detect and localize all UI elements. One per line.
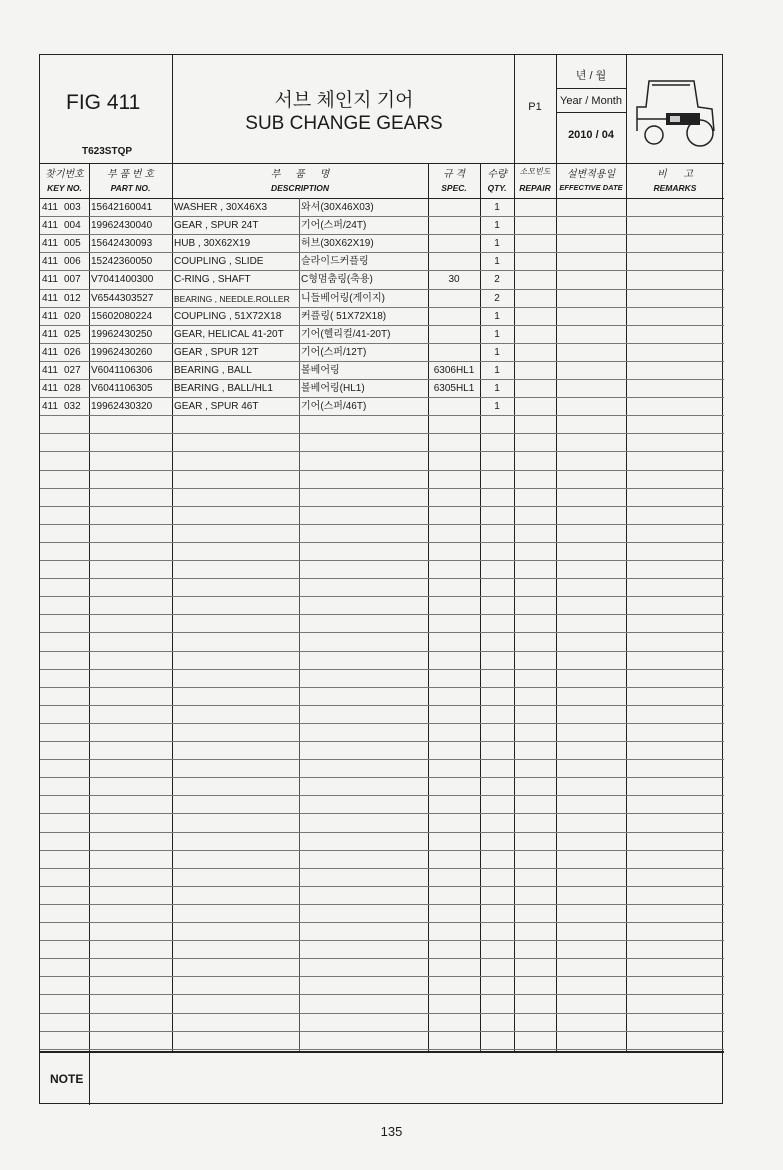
column-line xyxy=(626,163,627,1051)
part-no: 15642160041 xyxy=(91,202,153,213)
description-en: GEAR , SPUR 24T xyxy=(174,220,259,231)
row-rule xyxy=(40,488,724,489)
description-ko: 허브(30X62X19) xyxy=(301,238,374,249)
col-spec-ko: 규 격 xyxy=(442,169,466,180)
column-line xyxy=(172,163,173,1051)
tractor-icon xyxy=(632,73,718,149)
row-rule xyxy=(40,614,724,615)
row-rule xyxy=(40,596,724,597)
row-rule xyxy=(40,1031,724,1032)
row-rule xyxy=(40,651,724,652)
row-rule xyxy=(40,904,724,905)
col-key-en: KEY NO. xyxy=(47,183,82,193)
part-no: 19962430250 xyxy=(91,329,153,340)
col-remarks-en: REMARKS xyxy=(653,183,697,193)
spec xyxy=(428,217,480,235)
col-effective-en: EFFECTIVE DATE xyxy=(559,183,623,192)
header-vline xyxy=(626,55,627,163)
key-no: 004 xyxy=(64,220,81,231)
row-rule xyxy=(40,777,724,778)
row-rule xyxy=(40,922,724,923)
description-en: BEARING , NEEDLE.ROLLER xyxy=(174,294,290,304)
row-rule xyxy=(40,632,724,633)
fig-no: 411 xyxy=(42,311,58,322)
title-english: SUB CHANGE GEARS xyxy=(245,113,443,134)
col-part-en: PART NO. xyxy=(110,183,151,193)
description-en: C-RING , SHAFT xyxy=(174,274,251,285)
key-no: 027 xyxy=(64,365,81,376)
row-rule xyxy=(40,723,724,724)
row-rule xyxy=(40,542,724,543)
spec xyxy=(428,235,480,253)
quantity: 1 xyxy=(494,202,500,213)
spec: 6305HL1 xyxy=(433,383,475,394)
row-rule xyxy=(40,524,724,525)
row-rule xyxy=(40,451,724,452)
key-no: 012 xyxy=(64,293,81,304)
quantity: 1 xyxy=(494,311,500,322)
row-rule xyxy=(40,832,724,833)
row-rule xyxy=(40,850,724,851)
col-qty-ko: 수량 xyxy=(487,169,507,180)
quantity: 1 xyxy=(494,347,500,358)
year-divider xyxy=(556,112,626,113)
description-ko: 볼베어링 xyxy=(301,365,340,376)
quantity: 1 xyxy=(494,256,500,267)
row-rule xyxy=(40,506,724,507)
description-ko: 커플링( 51X72X18) xyxy=(301,311,387,322)
row-rule xyxy=(40,958,724,959)
description-ko: 기어(스퍼/24T) xyxy=(301,220,367,231)
key-no: 032 xyxy=(64,401,81,412)
row-rule xyxy=(40,1049,724,1050)
part-no: 19962430320 xyxy=(91,401,153,412)
row-rule xyxy=(40,976,724,977)
quantity: 2 xyxy=(494,293,500,304)
row-rule xyxy=(40,741,724,742)
quantity: 1 xyxy=(494,401,500,412)
fig-number: FIG 411 xyxy=(66,91,141,114)
row-rule xyxy=(40,886,724,887)
description-en: GEAR , SPUR 12T xyxy=(174,347,259,358)
key-no: 026 xyxy=(64,347,81,358)
fig-no: 411 xyxy=(42,293,58,304)
part-no: V6041106305 xyxy=(91,383,153,394)
spec: 6306HL1 xyxy=(433,365,475,376)
row-rule xyxy=(40,940,724,941)
parts-list-sheet xyxy=(39,54,723,1104)
description-ko: 기어(헬리컬/41-20T) xyxy=(301,329,391,340)
year-divider xyxy=(556,88,626,89)
spec xyxy=(428,308,480,326)
description-ko: 기어(스퍼/46T) xyxy=(301,401,367,412)
fig-no: 411 xyxy=(42,202,58,213)
spec xyxy=(428,290,480,308)
fig-no: 411 xyxy=(42,238,58,249)
key-no: 020 xyxy=(64,311,81,322)
note-divider xyxy=(40,1051,724,1053)
fig-no: 411 xyxy=(42,383,58,394)
fig-no: 411 xyxy=(42,347,58,358)
part-no: 15602080224 xyxy=(91,311,153,322)
part-no: V6041106306 xyxy=(91,365,153,376)
quantity: 1 xyxy=(494,365,500,376)
description-en: BEARING , BALL/HL1 xyxy=(174,383,273,394)
header-divider xyxy=(40,163,724,164)
description-en: GEAR , SPUR 46T xyxy=(174,401,259,412)
title-korean: 서브 체인지 기어 xyxy=(274,90,414,111)
spec: 30 xyxy=(448,274,460,285)
row-rule xyxy=(40,759,724,760)
description-ko: 와셔(30X46X03) xyxy=(301,202,374,213)
col-remarks-ko: 비 고 xyxy=(656,169,694,180)
col-desc-en: DESCRIPTION xyxy=(270,183,330,193)
quantity: 1 xyxy=(494,383,500,394)
description-ko: C형멈춤링(축용) xyxy=(301,274,373,285)
fig-no: 411 xyxy=(42,274,58,285)
col-qty-en: QTY. xyxy=(487,183,507,193)
row-rule xyxy=(40,868,724,869)
model-code: T623STQP xyxy=(82,146,133,157)
description-en: HUB , 30X62X19 xyxy=(174,238,251,249)
spec xyxy=(428,398,480,416)
spec xyxy=(428,326,480,344)
key-no: 025 xyxy=(64,329,81,340)
col-repair-en: REPAIR xyxy=(519,183,551,193)
quantity: 1 xyxy=(494,220,500,231)
column-line xyxy=(556,163,557,1051)
description-en: BEARING , BALL xyxy=(174,365,252,376)
row-rule xyxy=(40,560,724,561)
spec xyxy=(428,344,480,362)
col-desc-ko: 부 품 명 xyxy=(270,169,330,180)
row-rule xyxy=(40,470,724,471)
row-rule xyxy=(40,994,724,995)
description-en: GEAR, HELICAL 41-20T xyxy=(174,329,284,340)
part-no: 19962430040 xyxy=(91,220,153,231)
fig-no: 411 xyxy=(42,256,58,267)
spec xyxy=(428,199,480,217)
row-rule xyxy=(40,705,724,706)
row-rule xyxy=(40,669,724,670)
year-month-english: Year / Month xyxy=(560,95,622,107)
col-repair-ko: 소모빈도 xyxy=(519,167,551,176)
row-rule xyxy=(40,433,724,434)
key-no: 005 xyxy=(64,238,81,249)
spec xyxy=(428,253,480,271)
note-vline xyxy=(89,1051,90,1105)
quantity: 1 xyxy=(494,329,500,340)
col-key-ko: 찾기번호 xyxy=(45,169,84,180)
part-no: V6544303527 xyxy=(91,293,154,304)
part-no: V7041400300 xyxy=(91,274,154,285)
col-part-ko: 부 품 번 호 xyxy=(107,169,154,180)
key-no: 003 xyxy=(64,202,81,213)
key-no: 028 xyxy=(64,383,81,394)
column-line xyxy=(514,163,515,1051)
row-rule xyxy=(40,795,724,796)
fig-no: 411 xyxy=(42,401,58,412)
header-vline xyxy=(172,55,173,163)
note-label: NOTE xyxy=(50,1072,84,1086)
fig-no: 411 xyxy=(42,329,58,340)
col-effective-ko: 설변적용일 xyxy=(566,169,616,180)
part-no: 15642430093 xyxy=(91,238,153,249)
column-line xyxy=(89,163,90,1051)
part-no: 15242360050 xyxy=(91,256,153,267)
row-rule xyxy=(40,1013,724,1014)
row-rule xyxy=(40,578,724,579)
row-rule xyxy=(40,813,724,814)
quantity: 2 xyxy=(494,274,500,285)
quantity: 1 xyxy=(494,238,500,249)
description-ko: 기어(스퍼/12T) xyxy=(301,347,367,358)
year-month-korean: 년 / 월 xyxy=(575,70,607,82)
page-label: P1 xyxy=(528,101,542,113)
row-rule xyxy=(40,687,724,688)
description-ko: 니들베어링(게이지) xyxy=(301,293,385,304)
page-number: 135 xyxy=(380,1124,403,1139)
description-ko: 볼베어링(HL1) xyxy=(301,383,365,394)
description-en: COUPLING , 51X72X18 xyxy=(174,311,282,322)
description-en: WASHER , 30X46X3 xyxy=(174,202,268,213)
description-en: COUPLING , SLIDE xyxy=(174,256,264,267)
fig-no: 411 xyxy=(42,220,58,231)
key-no: 006 xyxy=(64,256,81,267)
key-no: 007 xyxy=(64,274,81,285)
col-spec-en: SPEC. xyxy=(441,183,467,193)
part-no: 19962430260 xyxy=(91,347,153,358)
year-month-value: 2010 / 04 xyxy=(568,129,614,141)
fig-no: 411 xyxy=(42,365,58,376)
description-ko: 슬라이드커플링 xyxy=(301,256,369,267)
